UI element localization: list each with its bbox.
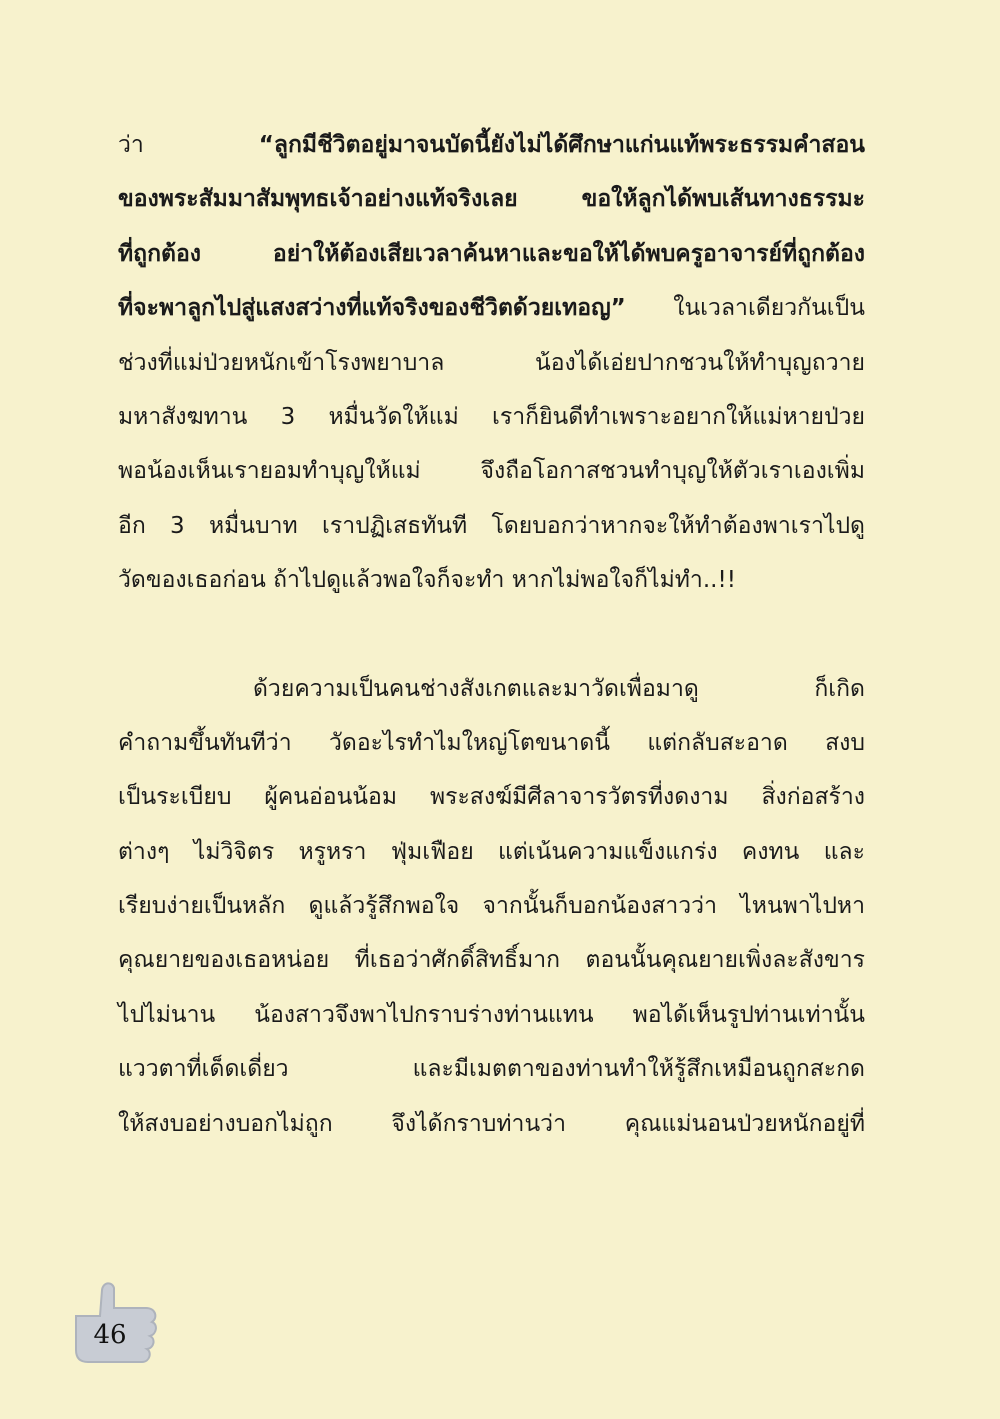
text-line: วัดของเธอก่อน ถ้าไปดูแล้วพอใจก็จะทำ หากไม่พอใจก็ไม่ทำ..!! — [118, 567, 736, 594]
text-line: มหาสังฆทาน 3 หมื่นวัดให้แม่ เราก็ยินดีทำเพราะอยากให้แม่หายป่วย — [118, 403, 865, 430]
text-line — [118, 172, 865, 226]
bold-quote-segment: ของพระสัมมาสัมพุทธเจ้าอย่างแท้จริงเลย ขอให้ลูกได้พบเส้นทางธรรมะ — [118, 186, 865, 213]
text-line — [118, 227, 865, 281]
bold-quote-segment: ที่จะพาลูกไปสู่แสงสว่างที่แท้จริงของชีวิตด้วยเทอญ” — [118, 295, 626, 322]
text-segment: ว่า — [118, 132, 259, 158]
text-line: ไปไม่นาน น้องสาวจึงพาไปกราบร่างท่านแทน พอได้เห็นรูปท่านเท่านั้น — [118, 1001, 865, 1028]
text-line: เรียบง่ายเป็นหลัก ดูแล้วรู้สึกพอใจ จากนั้นก็บอกน้องสาวว่า ไหนพาไปหา — [118, 893, 865, 920]
text-line — [118, 118, 865, 172]
paragraph-spacer — [118, 608, 865, 662]
text-segment: ในเวลาเดียวกันเป็น — [625, 295, 865, 322]
text-line: คำถามขึ้นทันทีว่า วัดอะไรทำไมใหญ่โตขนาดนี้ แต่กลับสะอาด สงบ — [118, 729, 865, 756]
bold-quote-segment: ที่ถูกต้อง อย่าให้ต้องเสียเวลาค้นหาและขอให้ได้พบครูอาจารย์ที่ถูกต้อง — [118, 240, 865, 267]
text-line: อีก 3 หมื่นบาท เราปฏิเสธทันที โดยบอกว่าหากจะให้ทำต้องพาเราไปดู — [118, 512, 865, 539]
page-number: 46 — [93, 1320, 127, 1350]
paragraph-1 — [118, 118, 865, 608]
text-line — [118, 281, 865, 335]
text-line: ช่วงที่แม่ป่วยหนักเข้าโรงพยาบาล น้องได้เอ่ยปากชวนให้ทำบุญถวาย — [118, 349, 865, 376]
paragraph-2 — [118, 662, 865, 1152]
text-line: ให้สงบอย่างบอกไม่ถูก จึงได้กราบท่านว่า คุณแม่นอนป่วยหนักอยู่ที่ — [118, 1110, 865, 1137]
text-line: คุณยายของเธอหน่อย ที่เธอว่าศักดิ์สิทธิ์มาก ตอนนั้นคุณยายเพิ่งละสังขาร — [118, 947, 865, 974]
text-line: เป็นระเบียบ ผู้คนอ่อนน้อม พระสงฆ์มีศีลาจารวัตรที่งดงาม สิ่งก่อสร้าง — [118, 784, 865, 811]
text-line: ต่างๆ ไม่วิจิตร หรูหรา ฟุ่มเฟือย แต่เน้นความแข็งแกร่ง คงทน และ — [118, 838, 865, 865]
text-line: ด้วยความเป็นคนช่างสังเกตและมาวัดเพื่อมาดู ก็เกิด — [253, 675, 865, 702]
text-line: พอน้องเห็นเรายอมทำบุญให้แม่ จึงถือโอกาสชวนทำบุญให้ตัวเราเองเพิ่ม — [118, 458, 865, 485]
bold-quote-segment: “ลูกมีชีวิตอยู่มาจนบัดนี้ยังไม่ได้ศึกษาแก่นแท้พระธรรมคำสอน — [258, 132, 865, 158]
page-body — [118, 118, 865, 1151]
text-line: แววตาที่เด็ดเดี่ยว และมีเมตตาของท่านทำให้รู้สึกเหมือนถูกสะกด — [118, 1056, 865, 1083]
